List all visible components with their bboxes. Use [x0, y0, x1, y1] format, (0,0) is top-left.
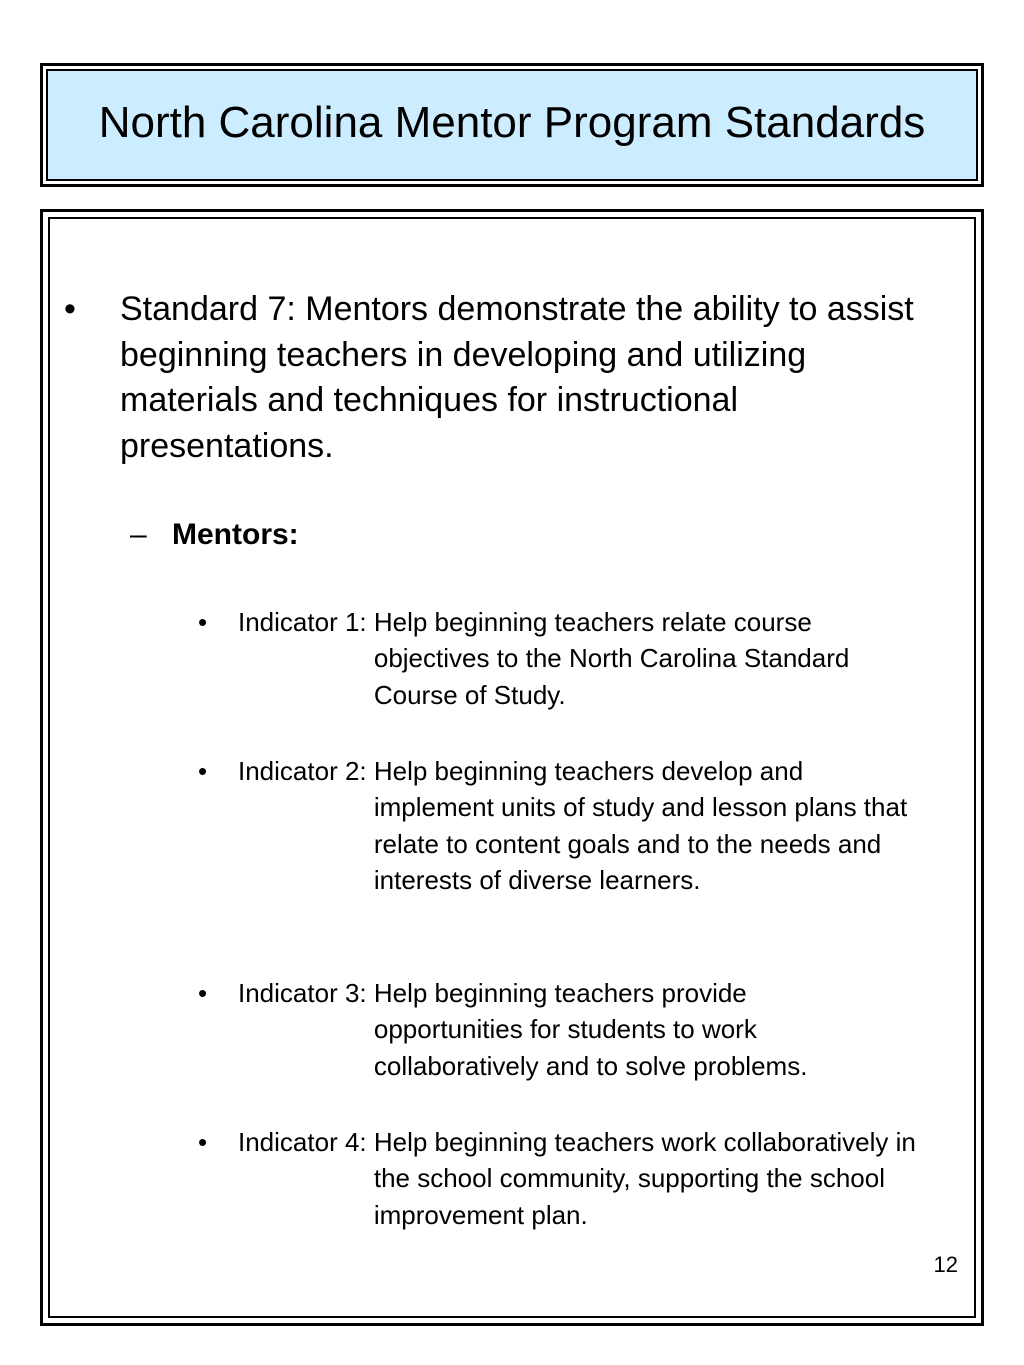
indicator-text: Help beginning teachers work collaboratively in the school community, supporting the school improvement plan.	[373, 1127, 916, 1230]
bullet-icon: •	[198, 978, 208, 1008]
dash-icon: –	[130, 518, 147, 551]
title-frame	[40, 63, 984, 187]
bullet-icon: •	[198, 607, 208, 637]
mentors-label: Mentors:	[172, 518, 299, 551]
mentors-heading	[130, 515, 299, 555]
indicator-label: Indicator 1:	[238, 607, 374, 637]
title-box	[46, 69, 978, 181]
indicator-3	[198, 975, 938, 1084]
indicator-text: Help beginning teachers develop and implement units of study and lesson plans that relate to content goals and to the needs and interests of diverse learners.	[373, 756, 908, 895]
bullet-icon: •	[64, 290, 76, 328]
indicator-text: Help beginning teachers relate course objectives to the North Carolina Standard Course of Study.	[373, 607, 850, 710]
bullet-icon: •	[198, 1127, 208, 1157]
standard-text: Standard 7: Mentors demonstrate the ability to assist beginning teachers in developing and utilizing materials and techniques for instructional presentations.	[120, 290, 914, 465]
content-frame	[40, 209, 984, 1326]
slide-title: North Carolina Mentor Program Standards	[98, 98, 926, 147]
standard-item	[64, 287, 944, 469]
indicator-1	[198, 604, 938, 713]
indicator-text: Help beginning teachers provide opportunities for students to work collaboratively and to solve problems.	[373, 978, 808, 1081]
page-number: 12	[933, 1252, 958, 1277]
indicator-label: Indicator 3:	[238, 978, 374, 1008]
indicator-label: Indicator 2:	[238, 756, 374, 786]
content-box	[48, 217, 976, 1318]
bullet-icon: •	[198, 756, 208, 786]
indicator-label: Indicator 4:	[238, 1127, 374, 1157]
indicator-4	[198, 1124, 938, 1233]
indicator-2	[198, 753, 938, 898]
